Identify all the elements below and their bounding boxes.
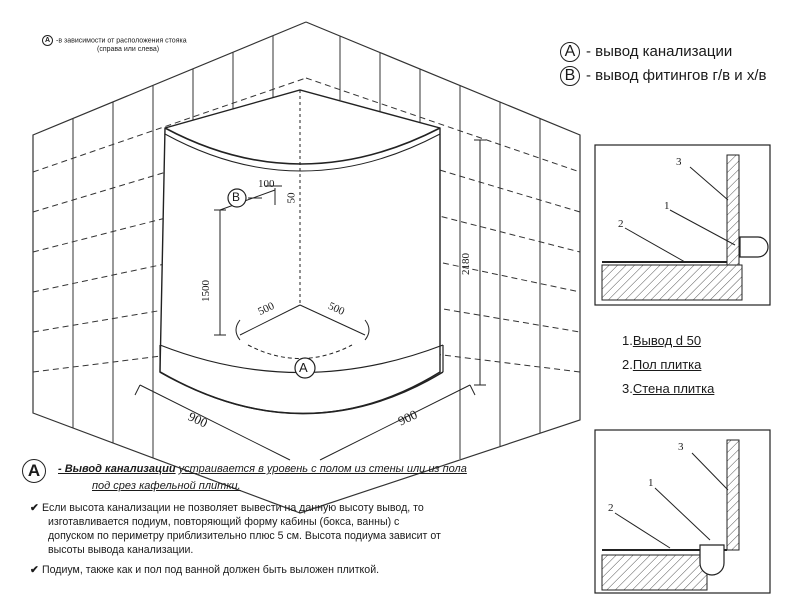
legend-marker-a: A <box>560 42 580 62</box>
dim-side-left: 900 <box>185 408 210 431</box>
check-icon: ✔ <box>30 502 39 514</box>
parts-item-3 <box>622 381 714 396</box>
detail-top-label-3: 3 <box>676 156 682 168</box>
dim-height-b: 1500 <box>200 280 212 302</box>
check-icon: ✔ <box>30 564 39 576</box>
notes-heading-bold: - Вывод канализации <box>58 463 176 475</box>
bullet-1-line-4: высоты вывода канализации. <box>48 544 194 556</box>
bullet-1-line-3: допуском по периметру приблизительно плюс 5 см. Высота подиума зависит от <box>48 530 441 542</box>
legend-marker-b: B <box>560 66 580 86</box>
dim-marker-a: A <box>299 360 308 375</box>
parts-num-2: 2. <box>622 357 633 372</box>
top-note-line2: (справа или слева) <box>97 46 160 53</box>
legend-text-a: - вывод канализации <box>586 42 733 60</box>
notes-heading-line2: под срез кафельной плитки. <box>92 480 241 492</box>
dim-b-offset-v: 50 <box>285 192 298 204</box>
dim-drain-left: 500 <box>256 300 277 318</box>
parts-text-2: Пол плитка <box>632 357 702 372</box>
parts-text-3: Стена плитка <box>632 381 715 396</box>
dim-height-total: 2180 <box>460 253 472 275</box>
dim-side-right: 900 <box>395 406 420 429</box>
parts-num-1: 1. <box>622 333 633 348</box>
parts-text-1: Вывод d 50 <box>632 333 702 348</box>
notes-heading <box>58 463 467 475</box>
bullet-1-line-2: изготавливается подиум, повторяющий форму кабины (бокса, ванны) с <box>48 516 400 528</box>
detail-bottom-label-1: 1 <box>648 477 654 489</box>
detail-bottom-label-2: 2 <box>608 502 614 514</box>
notes-marker: A <box>22 459 46 483</box>
parts-item-1 <box>622 333 701 348</box>
dim-b-offset-h: 100 <box>258 178 275 190</box>
detail-bottom-label-3: 3 <box>678 441 684 453</box>
dim-marker-b: B <box>232 190 241 204</box>
top-note-line1: -в зависимости от расположения стояка <box>56 37 187 45</box>
detail-bottom <box>595 430 770 593</box>
bullet-2-line-1: ✔ Подиум, также как и пол под ванной должен быть выложен плиткой. <box>30 564 380 576</box>
parts-num-3: 3. <box>622 381 633 396</box>
detail-top-label-2: 2 <box>618 218 624 230</box>
top-note-marker: A <box>42 35 53 46</box>
top-note <box>42 35 187 46</box>
legend-text-b: - вывод фитингов г/в и х/в <box>586 66 767 84</box>
dim-drain-right: 500 <box>326 300 347 318</box>
bullet-1-line-1: ✔ Если высота канализации не позволяет вывести на данную высоту вывод, то <box>30 502 424 514</box>
notes-heading-rest: устраивается в уровень с полом из стены или из пола <box>178 463 467 475</box>
legend-row-b <box>560 66 766 86</box>
legend-row-a <box>560 42 732 62</box>
parts-item-2 <box>622 357 701 372</box>
detail-top-label-1: 1 <box>664 200 670 212</box>
